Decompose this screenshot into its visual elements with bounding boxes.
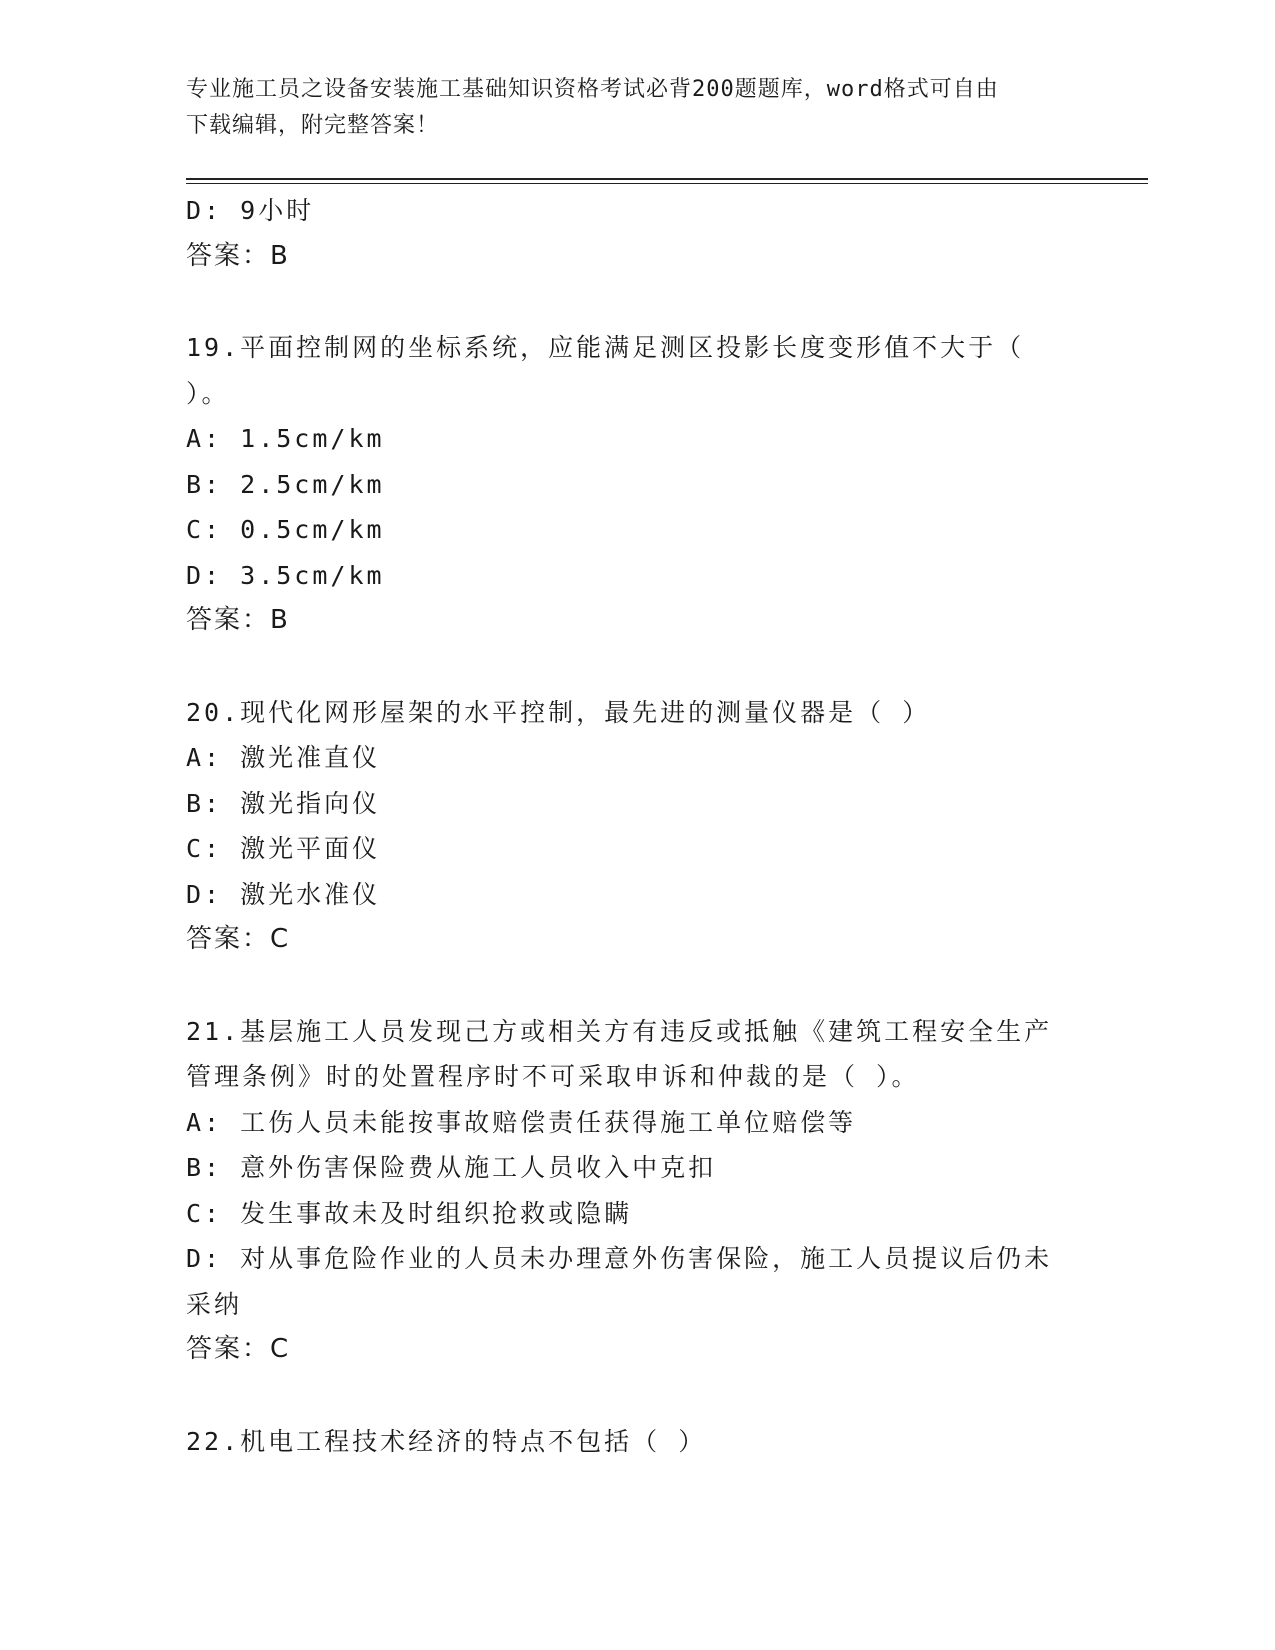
- option-a: A: 工伤人员未能按事故赔偿责任获得施工单位赔偿等: [186, 1107, 857, 1137]
- question-text-line-1: 22.机电工程技术经济的特点不包括（ ）: [186, 1426, 707, 1456]
- question-list: [186, 188, 1086, 1464]
- question-spacer: [186, 1373, 1086, 1419]
- answer: 答案：C: [186, 924, 291, 954]
- question-20: [186, 690, 1086, 963]
- option-c: C: 0.5cm/km: [186, 515, 385, 544]
- option-d: D: 3.5cm/km: [186, 560, 385, 590]
- question-spacer: [186, 963, 1086, 1009]
- question-21: [186, 1009, 1086, 1373]
- header-divider-thick: [186, 178, 1148, 180]
- option-d-line-1: D: 对从事危险作业的人员未办理意外伤害保险，施工人员提议后仍未: [186, 1244, 1053, 1273]
- question-text-line-2: 管理条例》时的处置程序时不可采取申诉和仲裁的是（ ）。: [186, 1062, 920, 1091]
- header-title-line-2: 下载编辑，附完整答案！: [186, 113, 440, 138]
- option-b: B: 2.5cm/km: [186, 469, 385, 499]
- option-d: D: 激光水准仪: [186, 879, 381, 909]
- option-b: B: 意外伤害保险费从施工人员收入中克扣: [186, 1153, 717, 1182]
- answer: 答案：B: [186, 605, 290, 635]
- question-text-line-1: 21.基层施工人员发现己方或相关方有违反或抵触《建筑工程安全生产: [186, 1016, 1053, 1046]
- option-b: B: 激光指向仪: [186, 788, 381, 818]
- question-text-line-1: 19.平面控制网的坐标系统，应能满足测区投影长度变形值不大于（: [186, 333, 1025, 362]
- option-c: C: 激光平面仪: [186, 834, 381, 863]
- option-c: C: 发生事故未及时组织抢救或隐瞒: [186, 1198, 633, 1228]
- question-spacer: [186, 279, 1086, 325]
- answer: 答案：B: [186, 240, 290, 271]
- answer: 答案：C: [186, 1334, 291, 1364]
- question-18: [186, 188, 1086, 279]
- header-divider-thin: [186, 183, 1148, 184]
- question-22: [186, 1419, 1086, 1465]
- header-title-line-1: 专业施工员之设备安装施工基础知识资格考试必背200题题库，word格式可自由: [186, 77, 999, 102]
- option-d-line-2: 采纳: [186, 1289, 243, 1319]
- option-d: D: 9小时: [186, 196, 315, 225]
- question-19: [186, 325, 1086, 644]
- question-text-line-1: 20.现代化网形屋架的水平控制，最先进的测量仪器是（ ）: [186, 697, 931, 727]
- question-spacer: [186, 644, 1086, 690]
- document-header: [186, 72, 1066, 144]
- question-text-line-2: ）。: [186, 378, 230, 408]
- option-a: A: 激光准直仪: [186, 743, 381, 772]
- option-a: A: 1.5cm/km: [186, 424, 385, 453]
